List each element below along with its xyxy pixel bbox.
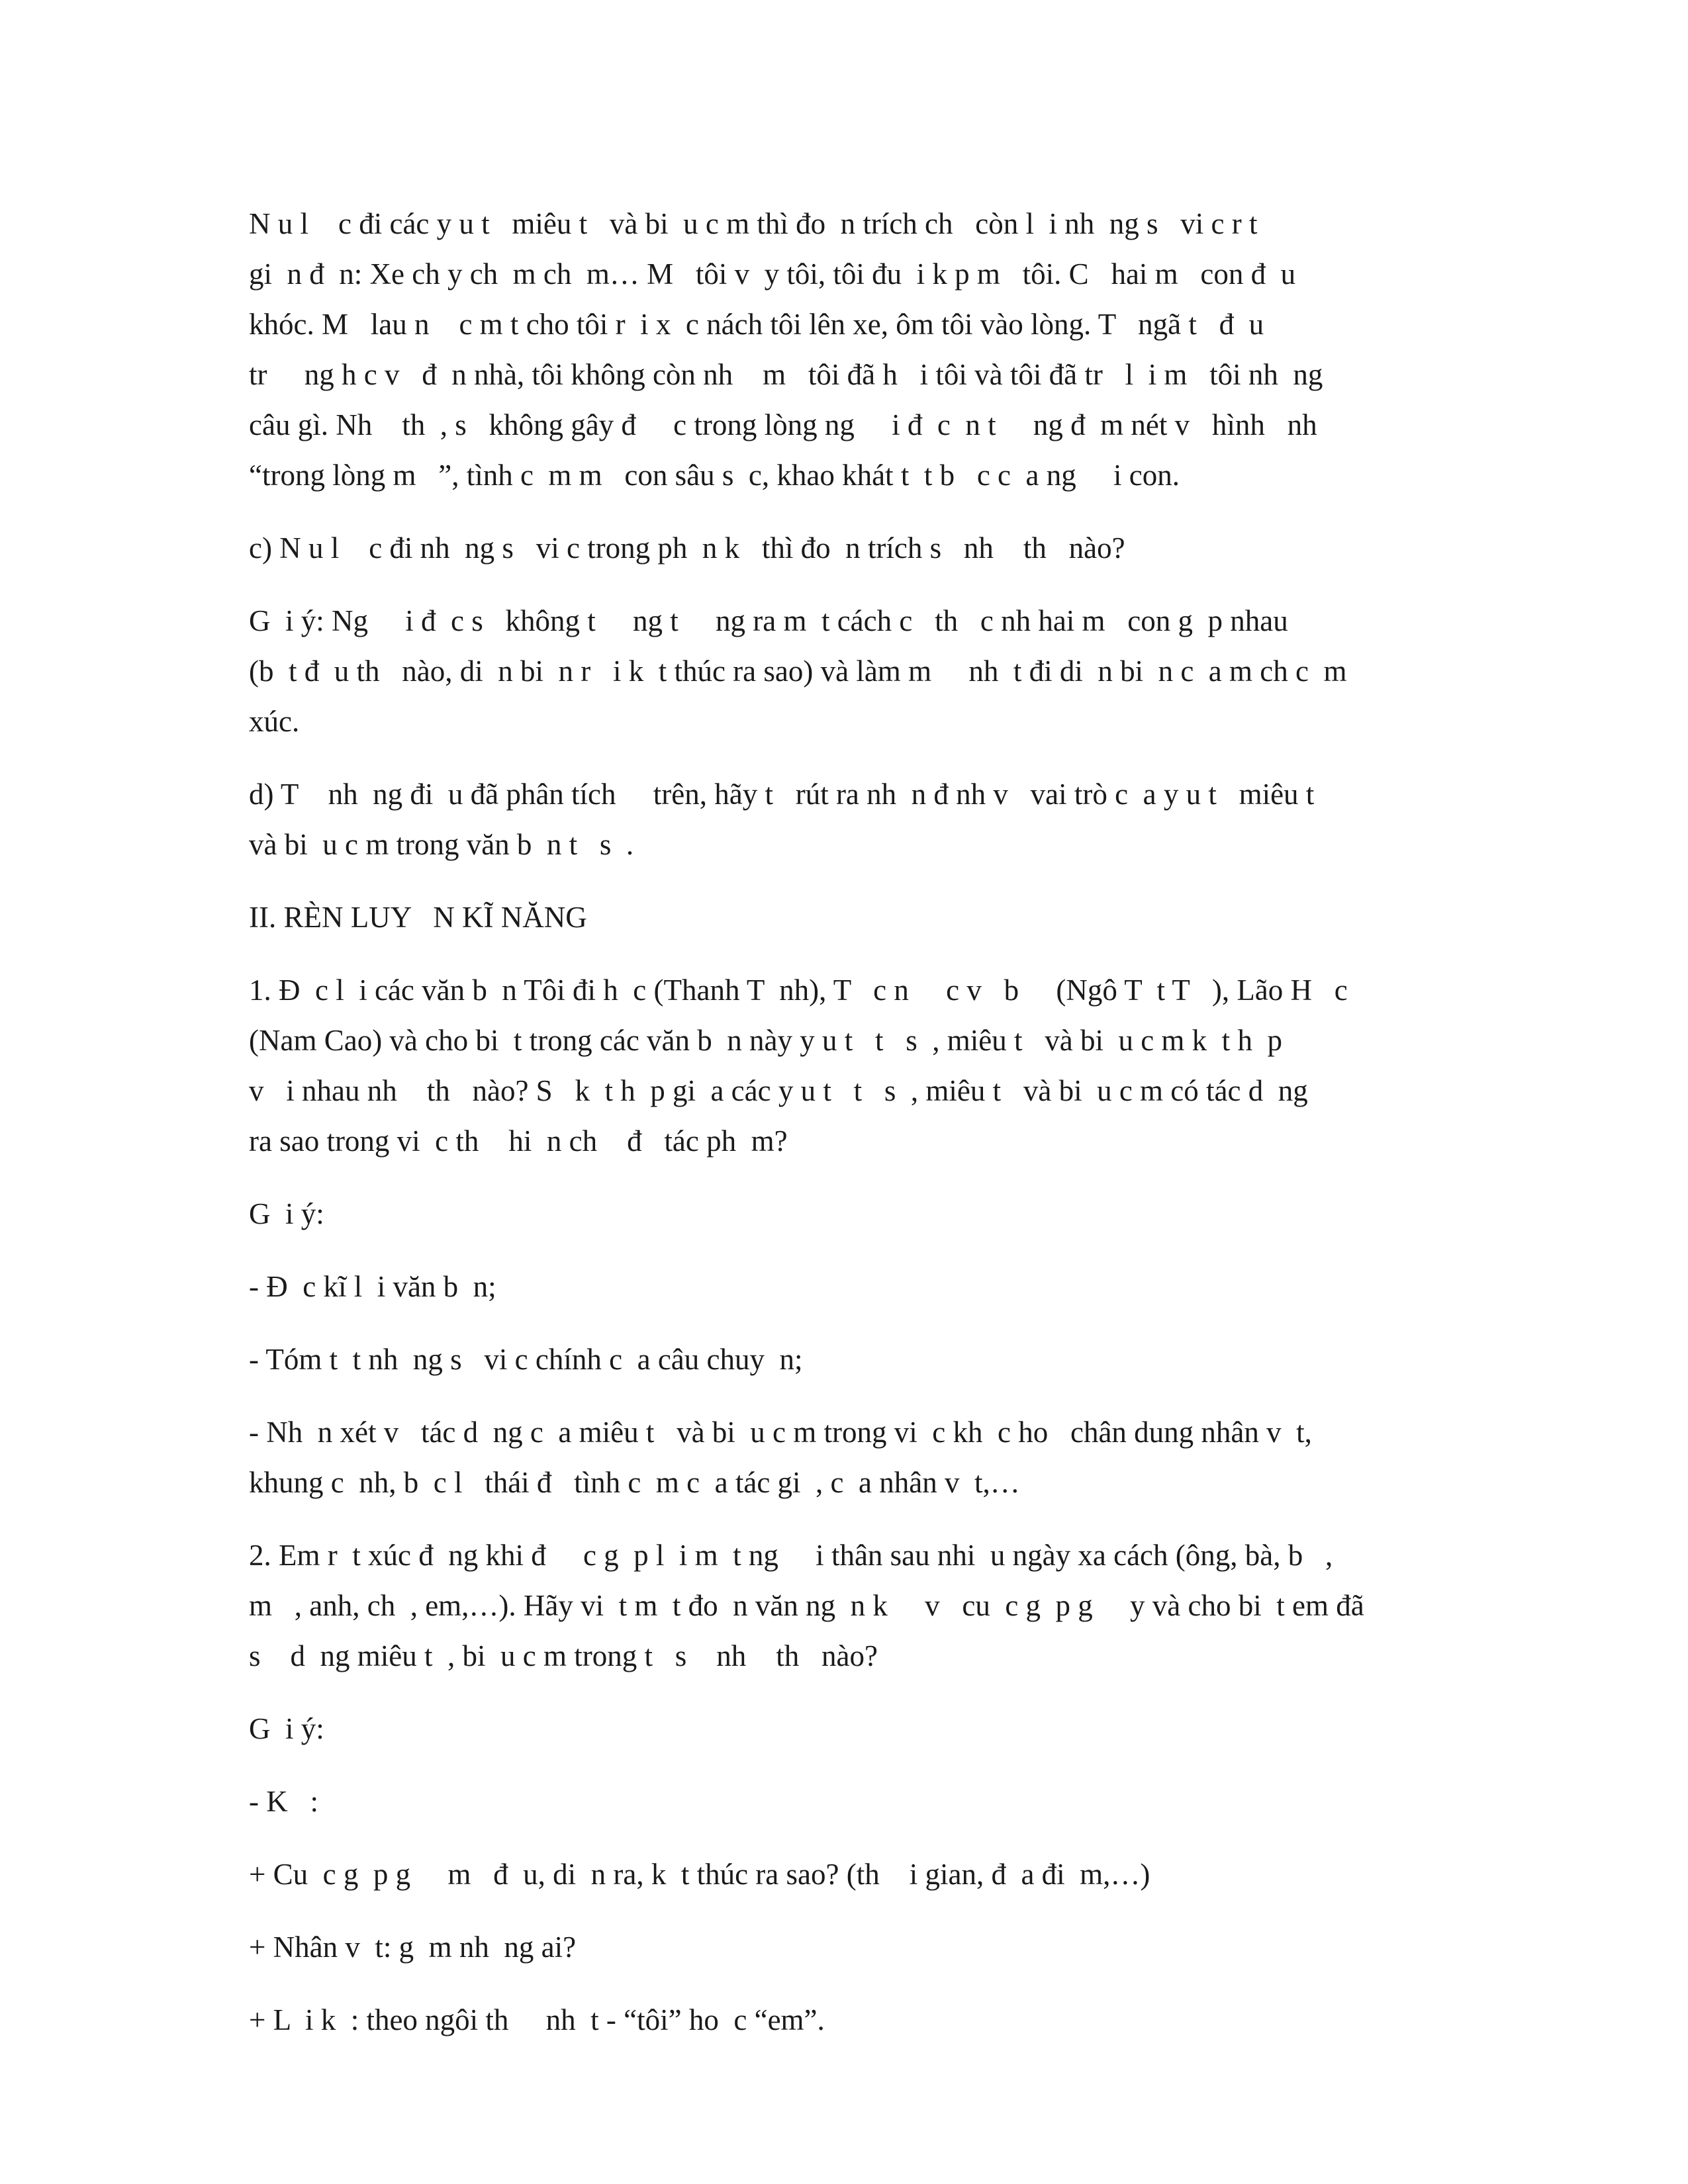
text-line: ra sao trong vi c th hi n ch đ tác ph m? [249, 1124, 788, 1158]
text-line: - Đ c kĩ l i văn b n; [249, 1270, 496, 1303]
text-line: - Nh n xét v tác d ng c a miêu t và bi u c m trong vi c kh c ho chân dung nhân v t, [249, 1416, 1312, 1449]
question-d [249, 769, 1440, 870]
hint-label [249, 1704, 1440, 1754]
text-line: (b t đ u th nào, di n bi n r i k t thúc ra sao) và làm m nh t đi di n bi n c a m ch c m [249, 655, 1347, 688]
question-c [249, 523, 1440, 573]
hint-subitem [249, 1849, 1440, 1899]
hint-item [249, 1261, 1440, 1312]
hint-item [249, 1407, 1440, 1508]
text-line: s d ng miêu t , bi u c m trong t s nh th nào? [249, 1639, 878, 1672]
hint-item [249, 1776, 1440, 1827]
exercise-1 [249, 965, 1440, 1166]
text-line: G i ý: [249, 1197, 324, 1230]
text-line: v i nhau nh th nào? S k t h p gi a các y u t t s , miêu t và bi u c m có tác d ng [249, 1074, 1308, 1107]
paragraph-summary-description [249, 199, 1440, 500]
hint-subitem [249, 1922, 1440, 1972]
hint-item [249, 1334, 1440, 1385]
text-line: - K : [249, 1785, 318, 1818]
text-line: gi n đ n: Xe ch y ch m ch m… M tôi v y tôi, tôi đu i k p m tôi. C hai m con đ u [249, 257, 1296, 291]
text-line: c) N u l c đi nh ng s vi c trong ph n k thì đo n trích s nh th nào? [249, 531, 1125, 565]
text-line: xúc. [249, 705, 300, 738]
hint-c [249, 596, 1440, 747]
text-line: (Nam Cao) và cho bi t trong các văn b n này y u t t s , miêu t và bi u c m k t h p [249, 1024, 1282, 1057]
text-line: G i ý: Ng i đ c s không t ng t ng ra m t cách c th c nh hai m con g p nhau [249, 604, 1288, 637]
text-line: tr ng h c v đ n nhà, tôi không còn nh m tôi đã h i tôi và tôi đã tr l i m tôi nh ng [249, 358, 1323, 391]
text-line: “trong lòng m ”, tình c m m con sâu s c, khao khát t t b c c a ng i con. [249, 459, 1180, 492]
text-line: 2. Em r t xúc đ ng khi đ c g p l i m t ng i thân sau nhi u ngày xa cách (ông, bà, b , [249, 1539, 1333, 1572]
text-line: khóc. M lau n c m t cho tôi r i x c nách tôi lên xe, ôm tôi vào lòng. T ngã t đ u [249, 308, 1264, 341]
text-line: + L i k : theo ngôi th nh t - “tôi” ho c “em”. [249, 2003, 825, 2036]
section-heading [249, 892, 1440, 942]
text-line: câu gì. Nh th , s không gây đ c trong lòng ng i đ c n t ng đ m nét v hình nh [249, 408, 1317, 441]
text-line: N u l c đi các y u t miêu t và bi u c m thì đo n trích ch còn l i nh ng s vi c r t [249, 207, 1258, 240]
text-line: + Cu c g p g m đ u, di n ra, k t thúc ra sao? (th i gian, đ a đi m,…) [249, 1858, 1150, 1891]
document-body [249, 199, 1440, 2068]
text-line: 1. Đ c l i các văn b n Tôi đi h c (Thanh T nh), T c n c v b (Ngô T t T ), Lão H c [249, 974, 1348, 1007]
text-line: + Nhân v t: g m nh ng ai? [249, 1931, 577, 1964]
hint-subitem [249, 1995, 1440, 2045]
hint-label [249, 1189, 1440, 1239]
exercise-2 [249, 1530, 1440, 1681]
text-line: d) T nh ng đi u đã phân tích trên, hãy t rút ra nh n đ nh v vai trò c a y u t miêu t [249, 778, 1315, 811]
heading-text: II. RÈN LUY N KĨ NĂNG [249, 901, 587, 934]
text-line: và bi u c m trong văn b n t s . [249, 828, 634, 861]
text-line: - Tóm t t nh ng s vi c chính c a câu chuy n; [249, 1343, 803, 1376]
text-line: m , anh, ch , em,…). Hãy vi t m t đo n văn ng n k v cu c g p g y và cho bi t em đã [249, 1589, 1364, 1622]
text-line: khung c nh, b c l thái đ tình c m c a tác gi , c a nhân v t,… [249, 1466, 1020, 1499]
text-line: G i ý: [249, 1712, 324, 1745]
